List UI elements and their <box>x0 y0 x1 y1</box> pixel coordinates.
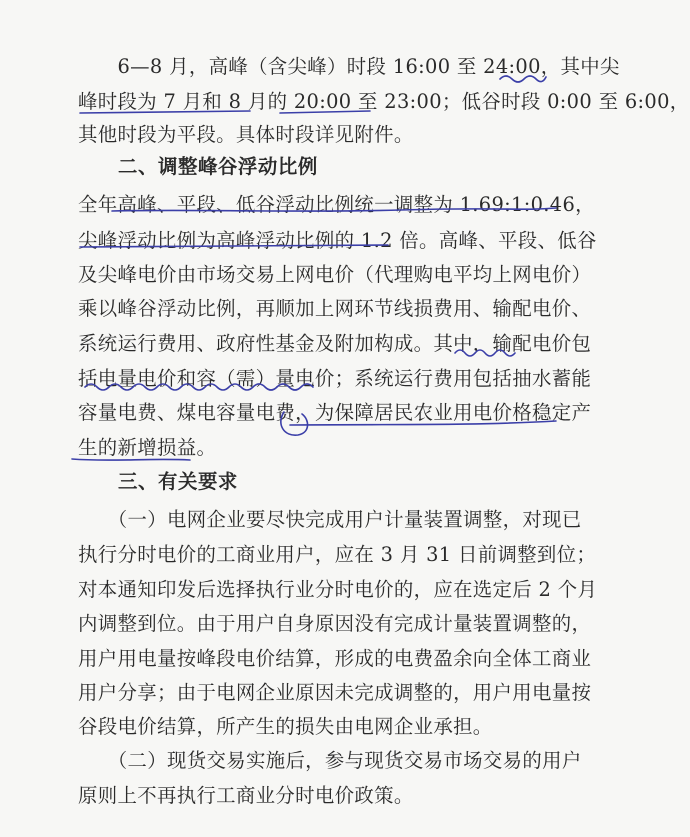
paragraph-line: 原则上不再执行工商业分时电价政策。 <box>78 784 414 807</box>
paragraph-line: 谷段电价结算，所产生的损失由电网企业承担。 <box>78 715 493 738</box>
paragraph-line: 及尖峰电价由市场交易上网电价（代理购电平均上网电价） <box>78 263 592 286</box>
paragraph-line: （二）现货交易实施后，参与现货交易市场交易的用户 <box>78 749 582 772</box>
section-heading: 二、调整峰谷浮动比例 <box>78 155 318 178</box>
paragraph-line: 系统运行费用、政府性基金及附加构成。其中，输配电价包 <box>78 332 592 355</box>
paragraph-line: 括电量电价和容（需）量电价；系统运行费用包括抽水蓄能 <box>78 367 592 390</box>
paragraph-line: 用户分享；由于电网企业原因未完成调整的，用户用电量按 <box>78 681 592 704</box>
paragraph-line: （一）电网企业要尽快完成用户计量装置调整，对现已 <box>78 508 582 531</box>
section-heading: 三、有关要求 <box>78 470 238 493</box>
paragraph-line: 用户用电量按峰段电价结算，形成的电费盈余向全体工商业 <box>78 647 592 670</box>
paragraph-line: 尖峰浮动比例为高峰浮动比例的 1.2 倍。高峰、平段、低谷 <box>78 229 597 252</box>
paragraph-line: 全年高峰、平段、低谷浮动比例统一调整为 1.69:1:0.46， <box>78 193 595 216</box>
paragraph-line: 6—8 月，高峰（含尖峰）时段 16:00 至 24:00，其中尖 <box>78 55 620 78</box>
paragraph-line: 对本通知印发后选择执行业分时电价的，应在选定后 2 个月 <box>78 578 598 601</box>
paragraph-line: 其他时段为平段。具体时段详见附件。 <box>78 123 414 146</box>
paragraph-line: 执行分时电价的工商业用户，应在 3 月 31 日前调整到位； <box>78 543 597 566</box>
paragraph-line: 容量电费、煤电容量电费，为保障居民农业用电价格稳定产 <box>78 401 592 424</box>
paragraph-line: 内调整到位。由于用户自身原因没有完成计量装置调整的， <box>78 612 592 635</box>
paragraph-line: 生的新增损益。 <box>78 436 217 459</box>
paragraph-line: 峰时段为 7 月和 8 月的 20:00 至 23:00；低谷时段 0:00 至 6:00， <box>78 90 690 113</box>
paragraph-line: 乘以峰谷浮动比例，再顺加上网环节线损费用、输配电价、 <box>78 297 592 320</box>
